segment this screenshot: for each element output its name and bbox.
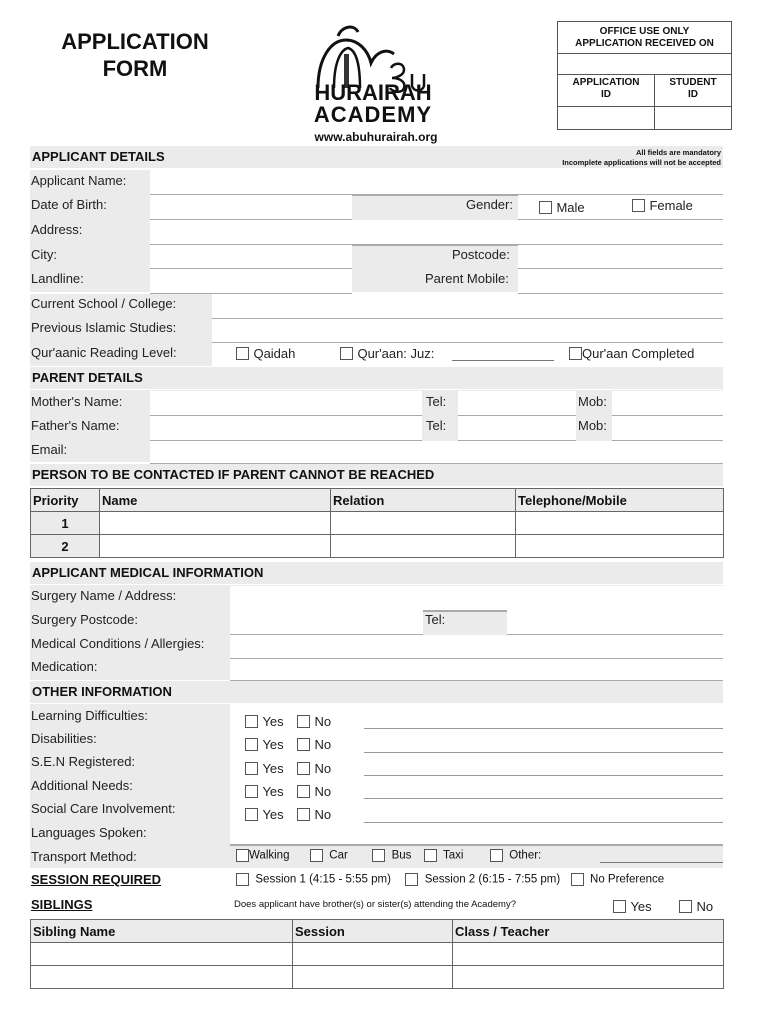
postcode-label: Postcode: (452, 247, 510, 262)
conditions-label: Medical Conditions / Allergies: (31, 636, 205, 651)
col-relation: Relation (331, 489, 516, 512)
siblings-question: Does applicant have brother(s) or sister(s) attending the Academy? (234, 899, 516, 910)
contact-header-row (31, 489, 724, 512)
yes-label: Yes (262, 714, 284, 729)
surgery-label: Surgery Name / Address: (31, 588, 177, 603)
car-checkbox[interactable] (310, 849, 323, 862)
contact-name-cell[interactable] (100, 535, 331, 558)
table-row (31, 535, 724, 558)
quraan-checkbox[interactable] (340, 347, 353, 360)
session2-label: Session 2 (6:15 - 7:55 pm) (424, 873, 561, 886)
medication-field[interactable] (230, 659, 723, 682)
female-label: Female (649, 198, 693, 213)
school-field[interactable] (212, 294, 723, 320)
sibling-session-cell[interactable] (293, 943, 453, 966)
no-preference-checkbox[interactable] (571, 873, 584, 886)
yes-no-group (245, 713, 331, 829)
applicant-details-section (30, 146, 723, 168)
surgery-tel-field[interactable] (507, 610, 723, 636)
session1-label: Session 1 (4:15 - 5:55 pm) (255, 873, 391, 886)
yes-checkbox[interactable] (245, 715, 258, 728)
yes-checkbox[interactable] (245, 738, 258, 751)
yes-label: Yes (262, 761, 284, 776)
landline-label: Landline: (31, 271, 84, 286)
father-mob-field[interactable] (612, 416, 723, 442)
quraan-juz-label: Qur'aan: Juz: (357, 346, 435, 361)
conditions-field[interactable] (230, 635, 723, 660)
app-id-line1: APPLICATION (572, 77, 640, 88)
father-mob-label: Mob: (578, 418, 607, 433)
mother-mob-label: Mob: (578, 394, 607, 409)
no-label: No (314, 807, 332, 822)
medical-section (30, 562, 723, 584)
sibling-name-cell[interactable] (31, 966, 293, 989)
student-id-label (655, 77, 731, 105)
note-line2: Incomplete applications will not be accepted (562, 158, 721, 167)
sibling-class-cell[interactable] (453, 966, 724, 989)
priority-cell: 2 (31, 535, 100, 558)
juz-field[interactable] (452, 360, 554, 361)
other-heading: OTHER INFORMATION (32, 684, 172, 699)
yes-label: Yes (262, 784, 284, 799)
other-transport-field[interactable] (600, 862, 723, 863)
social-care-label: Social Care Involvement: (31, 801, 176, 816)
mother-mob-field[interactable] (612, 391, 723, 417)
col-session: Session (293, 920, 453, 943)
contact-relation-cell[interactable] (331, 512, 516, 535)
no-checkbox[interactable] (297, 785, 310, 798)
parent-details-section (30, 367, 723, 389)
siblings-no-checkbox[interactable] (679, 900, 692, 913)
languages-field[interactable] (230, 824, 723, 846)
no-label: No (314, 737, 332, 752)
mother-name-field[interactable] (150, 391, 422, 417)
col-telephone: Telephone/Mobile (516, 489, 724, 512)
address-label: Address: (31, 222, 83, 237)
walking-label: Walking (249, 849, 290, 862)
city-label: City: (31, 247, 57, 262)
logo-text-hurairah: HURAIRAH (314, 80, 432, 105)
languages-label: Languages Spoken: (31, 825, 147, 840)
no-checkbox[interactable] (297, 715, 310, 728)
transport-label: Transport Method: (31, 849, 137, 864)
website-url: www.abuhurairah.org (314, 130, 438, 144)
contact-phone-cell[interactable] (516, 512, 724, 535)
office-use-header (558, 22, 731, 54)
parent-heading: PARENT DETAILS (32, 370, 143, 385)
yes-label: Yes (262, 737, 284, 752)
received-on-field[interactable] (558, 54, 731, 75)
other-transport-checkbox[interactable] (490, 849, 503, 862)
contact-relation-cell[interactable] (331, 535, 516, 558)
title-line2: FORM (102, 56, 168, 81)
islamic-studies-field[interactable] (212, 319, 723, 344)
taxi-checkbox[interactable] (424, 849, 437, 862)
logo-text-academy: ACADEMY (313, 102, 433, 127)
title-line1: APPLICATION (61, 29, 209, 54)
app-id-line2: ID (601, 89, 611, 100)
father-label: Father's Name: (31, 418, 120, 433)
office-title-line2: APPLICATION RECEIVED ON (575, 38, 714, 49)
table-row (31, 943, 724, 966)
table-row (31, 966, 724, 989)
no-label: No (314, 761, 332, 776)
session-options (236, 873, 664, 886)
contact-name-cell[interactable] (100, 512, 331, 535)
transport-options (236, 849, 541, 862)
form-title (40, 28, 230, 82)
qaidah-option[interactable] (236, 345, 295, 363)
disabilities-label: Disabilities: (31, 731, 97, 746)
mother-tel-field[interactable] (458, 391, 576, 417)
walking-checkbox[interactable] (236, 849, 249, 862)
col-sibling-name: Sibling Name (31, 920, 293, 943)
male-option[interactable] (539, 199, 585, 217)
no-label: No (314, 784, 332, 799)
surgery-postcode-field[interactable] (230, 610, 423, 636)
applicant-heading: APPLICANT DETAILS (32, 149, 165, 164)
quraan-option[interactable] (340, 345, 434, 363)
no-checkbox[interactable] (297, 738, 310, 751)
siblings-no-option[interactable] (679, 898, 713, 916)
siblings-header-row (31, 920, 724, 943)
student-id-line1: STUDENT (669, 77, 717, 88)
session2-checkbox[interactable] (405, 873, 418, 886)
yes-label: Yes (262, 807, 284, 822)
siblings-no-label: No (696, 899, 714, 914)
email-field[interactable] (150, 441, 723, 465)
contact-heading: PERSON TO BE CONTACTED IF PARENT CANNOT BE REACHED (32, 467, 435, 482)
applicant-name-label: Applicant Name: (31, 173, 127, 188)
landline-field[interactable] (150, 269, 352, 295)
other-transport-label: Other: (509, 849, 542, 862)
email-label: Email: (31, 442, 68, 457)
qaidah-label: Qaidah (253, 346, 296, 361)
col-priority: Priority (31, 489, 100, 512)
priority-cell: 1 (31, 512, 100, 535)
qaidah-checkbox[interactable] (236, 347, 249, 360)
father-tel-field[interactable] (458, 416, 576, 442)
car-label: Car (329, 849, 348, 862)
learning-difficulties-label: Learning Difficulties: (31, 708, 148, 723)
other-info-section (30, 681, 723, 703)
school-label: Current School / College: (31, 296, 177, 311)
office-title-line1: OFFICE USE ONLY (599, 26, 690, 37)
table-row (31, 512, 724, 535)
col-class-teacher: Class / Teacher (453, 920, 724, 943)
office-divider (654, 74, 655, 129)
yes-checkbox[interactable] (245, 785, 258, 798)
female-checkbox[interactable] (632, 199, 645, 212)
sibling-session-cell[interactable] (293, 966, 453, 989)
completed-label: Qur'aan Completed (582, 346, 695, 361)
no-checkbox[interactable] (297, 808, 310, 821)
note-line1: All fields are mandatory (635, 148, 721, 157)
surgery-tel-label: Tel: (425, 612, 446, 627)
reading-level-label: Qur'aanic Reading Level: (31, 345, 177, 360)
father-name-field[interactable] (150, 416, 422, 442)
additional-needs-label: Additional Needs: (31, 778, 133, 793)
details-field[interactable] (364, 728, 723, 729)
applicant-name-field[interactable] (150, 170, 723, 196)
female-option[interactable] (632, 197, 693, 215)
session-heading: SESSION REQUIRED (31, 872, 162, 887)
emergency-contact-table (30, 488, 724, 558)
office-use-box (557, 21, 732, 130)
emergency-contact-section (30, 464, 723, 486)
medical-heading: APPLICANT MEDICAL INFORMATION (32, 565, 264, 580)
city-field[interactable] (150, 245, 352, 270)
dob-field[interactable] (150, 195, 352, 221)
details-field[interactable] (364, 798, 723, 799)
mother-tel-label: Tel: (426, 394, 447, 409)
sibling-name-cell[interactable] (31, 943, 293, 966)
dob-label: Date of Birth: (31, 197, 107, 212)
siblings-yes-label: Yes (630, 899, 652, 914)
col-name: Name (100, 489, 331, 512)
siblings-yes-checkbox[interactable] (613, 900, 626, 913)
student-id-line2: ID (688, 89, 698, 100)
details-field[interactable] (364, 752, 723, 753)
father-tel-label: Tel: (426, 418, 447, 433)
no-label: No (314, 714, 332, 729)
bus-checkbox[interactable] (372, 849, 385, 862)
details-field[interactable] (364, 822, 723, 823)
yes-checkbox[interactable] (245, 808, 258, 821)
surgery-field[interactable] (230, 586, 723, 612)
mandatory-note (562, 148, 721, 168)
yes-checkbox[interactable] (245, 762, 258, 775)
application-id-label (558, 77, 655, 105)
bus-label: Bus (391, 849, 412, 862)
surgery-postcode-label: Surgery Postcode: (31, 612, 138, 627)
completed-checkbox[interactable] (569, 347, 582, 360)
details-field[interactable] (364, 775, 723, 776)
mother-label: Mother's Name: (31, 394, 123, 409)
office-row-divider (558, 106, 731, 107)
postcode-field[interactable] (518, 245, 723, 270)
male-label: Male (556, 200, 585, 215)
address-field[interactable] (150, 220, 723, 246)
parent-mobile-field[interactable] (518, 269, 723, 295)
medication-label: Medication: (31, 659, 98, 674)
contact-phone-cell[interactable] (516, 535, 724, 558)
sibling-class-cell[interactable] (453, 943, 724, 966)
siblings-table (30, 919, 724, 989)
siblings-yes-option[interactable] (613, 898, 652, 916)
session1-checkbox[interactable] (236, 873, 249, 886)
quraan-completed-option[interactable] (569, 345, 694, 363)
parent-mobile-label: Parent Mobile: (425, 271, 509, 286)
no-checkbox[interactable] (297, 762, 310, 775)
siblings-heading: SIBLINGS (31, 897, 93, 912)
taxi-label: Taxi (443, 849, 464, 862)
islamic-studies-label: Previous Islamic Studies: (31, 320, 177, 335)
no-preference-label: No Preference (590, 873, 665, 886)
male-checkbox[interactable] (539, 201, 552, 214)
gender-label: Gender: (466, 197, 513, 212)
sen-label: S.E.N Registered: (31, 754, 136, 769)
